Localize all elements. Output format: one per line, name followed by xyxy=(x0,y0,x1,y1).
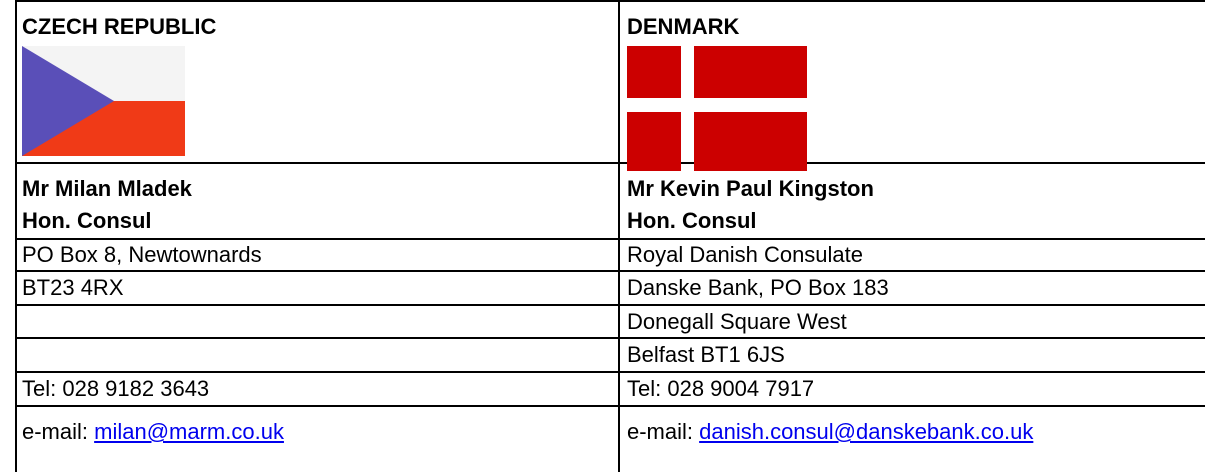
row-divider xyxy=(15,337,1205,339)
row-divider xyxy=(15,405,1205,407)
consul-name-czech: Mr Milan Mladek xyxy=(22,176,192,201)
country-heading-denmark: DENMARK xyxy=(627,14,740,39)
row-divider xyxy=(15,238,1205,240)
email-label-czech: e-mail: xyxy=(22,419,95,444)
denmark-flag-icon xyxy=(627,46,807,171)
country-heading-czech: CZECH REPUBLIC xyxy=(22,14,217,39)
table-border-top xyxy=(15,0,1205,2)
email-row-denmark xyxy=(627,419,1033,445)
czech-flag-icon xyxy=(22,46,185,156)
consul-title-czech: Hon. Consul xyxy=(22,208,152,233)
email-label-denmark: e-mail: xyxy=(627,419,700,444)
address-line-denmark-3: Donegall Square West xyxy=(627,309,847,334)
denmark-flag-red-block xyxy=(627,46,681,98)
address-line-denmark-1: Royal Danish Consulate xyxy=(627,242,864,267)
address-line-denmark-2: Danske Bank, PO Box 183 xyxy=(627,275,889,300)
row-divider xyxy=(15,371,1205,373)
email-row-czech xyxy=(22,419,284,445)
tel-denmark: Tel: 028 9004 7917 xyxy=(627,376,815,401)
row-divider xyxy=(15,304,1205,306)
denmark-flag-red-block xyxy=(694,112,807,171)
address-line-denmark-4: Belfast BT1 6JS xyxy=(627,342,785,367)
address-line-czech-2: BT23 4RX xyxy=(22,275,124,300)
denmark-flag-red-block xyxy=(694,46,807,98)
row-divider xyxy=(15,270,1205,272)
table-border-middle xyxy=(618,0,620,472)
table-border-left xyxy=(15,0,17,472)
email-link-denmark[interactable]: danish.consul@danskebank.co.uk xyxy=(699,419,1034,444)
tel-czech: Tel: 028 9182 3643 xyxy=(22,376,210,401)
email-link-czech[interactable]: milan@marm.co.uk xyxy=(94,419,284,444)
consul-title-denmark: Hon. Consul xyxy=(627,208,757,233)
address-line-czech-1: PO Box 8, Newtownards xyxy=(22,242,262,267)
row-divider xyxy=(15,162,1205,164)
consul-name-denmark: Mr Kevin Paul Kingston xyxy=(627,176,874,201)
denmark-flag-red-block xyxy=(627,112,681,171)
